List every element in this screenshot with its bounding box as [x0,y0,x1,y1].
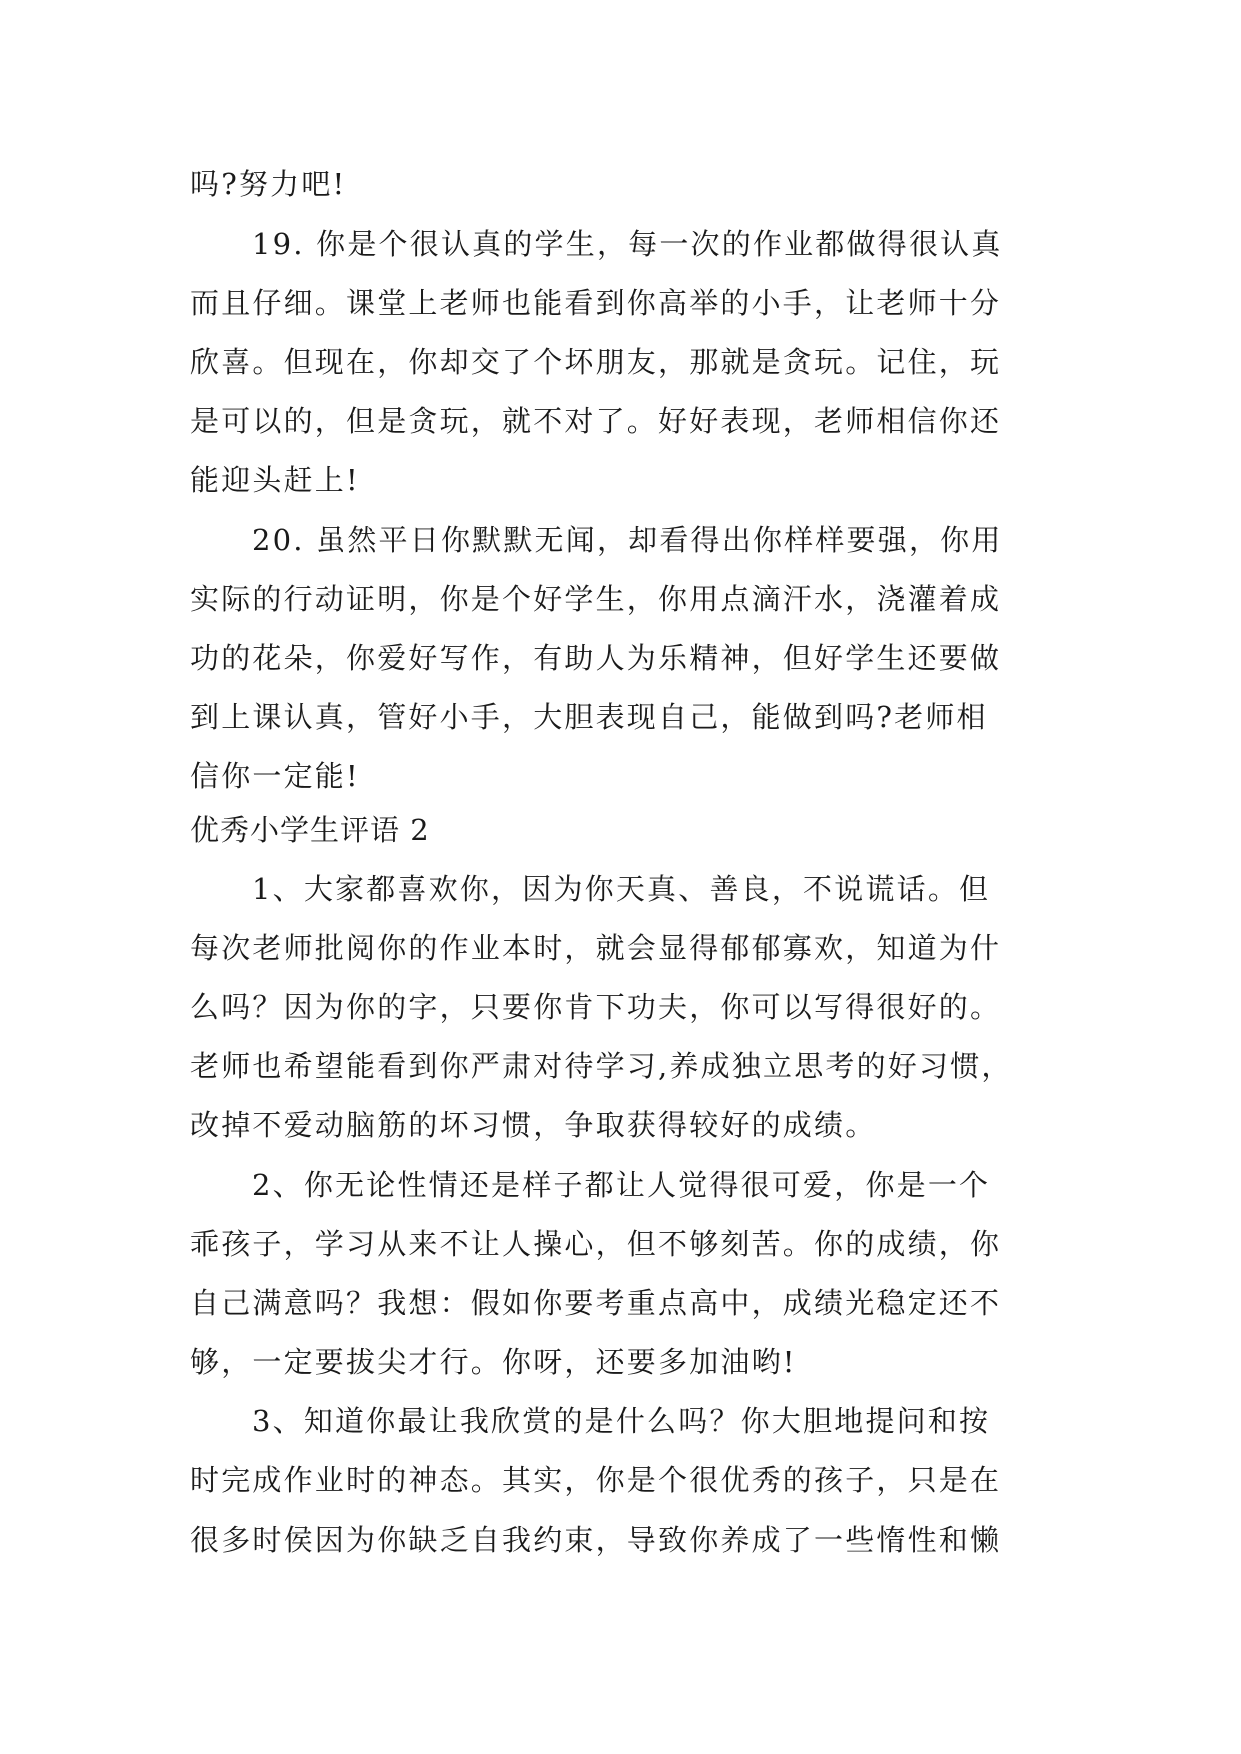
text-line: 很多时侯因为你缺乏自我约束，导致你养成了一些惰性和懒 [190,1523,1002,1557]
paragraph-3-line: 3、知道你最让我欣赏的是什么吗？你大胆地提问和按 [252,1404,991,1438]
text-line: 每次老师批阅你的作业本时，就会显得郁郁寡欢，知道为什 [190,931,1002,965]
text-line: 改掉不爱动脑筋的坏习惯，争取获得较好的成绩。 [190,1108,877,1142]
text-line: 能迎头赶上! [190,463,360,497]
text-line: 是可以的，但是贪玩，就不对了。好好表现，老师相信你还 [190,404,1002,438]
text-line: 欣喜。但现在，你却交了个坏朋友，那就是贪玩。记住，玩 [190,345,1002,379]
text-line: 时完成作业时的神态。其实，你是个很优秀的孩子，只是在 [190,1463,1002,1497]
text-line: 么吗？因为你的字，只要你肯下功夫，你可以写得很好的。 [190,990,1002,1024]
paragraph-2-line: 2、你无论性情还是样子都让人觉得很可爱，你是一个 [252,1168,991,1202]
text-line: 够，一定要拔尖才行。你呀，还要多加油哟! [190,1345,797,1379]
paragraph-19-line: 19. 你是个很认真的学生，每一次的作业都做得很认真 [252,227,1003,261]
text-line: 而且仔细。课堂上老师也能看到你高举的小手，让老师十分 [190,286,1002,320]
paragraph-1-line: 1、大家都喜欢你，因为你天真、善良，不说谎话。但 [252,872,991,906]
section-heading: 优秀小学生评语 2 [190,813,430,847]
text-line: 功的花朵，你爱好写作，有助人为乐精神，但好学生还要做 [190,641,1002,675]
text-line: 吗?努力吧! [190,167,347,201]
text-line: 信你一定能! [190,759,360,793]
text-line: 自己满意吗？我想：假如你要考重点高中，成绩光稳定还不 [190,1286,1002,1320]
text-line: 乖孩子，学习从来不让人操心，但不够刻苦。你的成绩，你 [190,1227,1002,1261]
text-line: 老师也希望能看到你严肃对待学习,养成独立思考的好习惯， [190,1049,1013,1083]
text-line: 到上课认真，管好小手，大胆表现自己，能做到吗?老师相 [190,700,988,734]
text-line: 实际的行动证明，你是个好学生，你用点滴汗水，浇灌着成 [190,582,1002,616]
paragraph-20-line: 20. 虽然平日你默默无闻，却看得出你样样要强，你用 [252,523,1003,557]
